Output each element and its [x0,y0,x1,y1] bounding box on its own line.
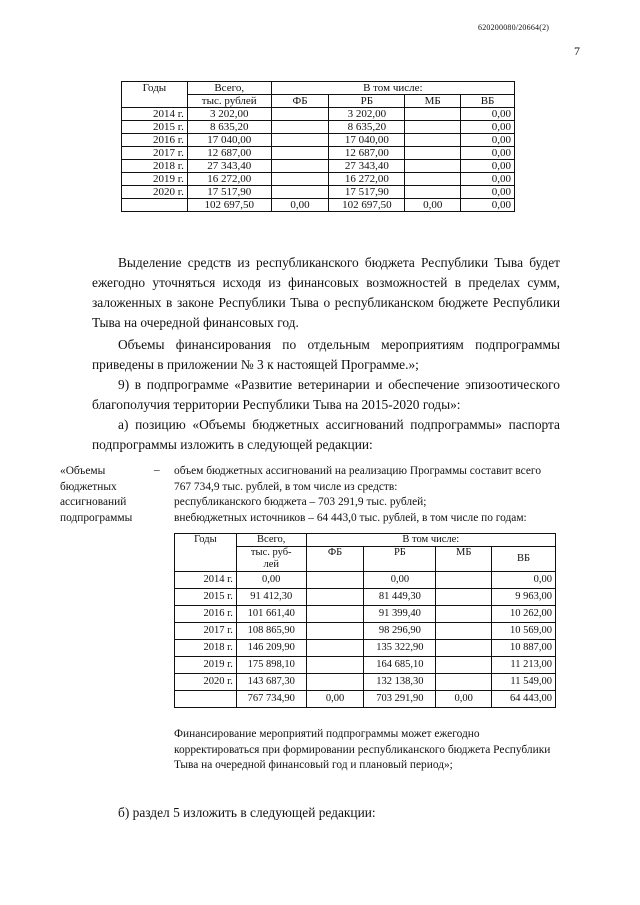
financing-note: Финансирование мероприятий подпрограммы может ежегодно корректироваться при формировании республиканского бюджета Республики Тыва на очередной финансовый год и плановый период»; [174,728,551,771]
cell-fb [271,134,329,147]
cell-year: 2017 г. [122,147,188,160]
cell-total: 3 202,00 [187,108,271,121]
header-years: Годы [122,82,188,108]
cell-rb: 17 517,90 [329,186,405,199]
cell-total: 16 272,00 [187,173,271,186]
cell-total: 17 517,90 [187,186,271,199]
cell-mb [436,674,492,691]
table-row [122,199,515,212]
cell-total: 101 661,40 [236,606,306,623]
cell-vb: 64 443,00 [492,691,556,708]
cell-vb: 0,00 [461,147,515,160]
header-including: В том числе: [271,82,514,95]
cell-total: 12 687,00 [187,147,271,160]
header-rb: РБ [364,547,436,572]
cell-vb: 11 213,00 [492,657,556,674]
cell-fb [271,186,329,199]
cell-fb [271,121,329,134]
table-row [175,623,556,640]
passport-dash: – [154,464,160,476]
cell-rb: 703 291,90 [364,691,436,708]
passport-label: «Объемы бюджетных ассигнований подпрограммы [60,465,133,524]
cell-total: 91 412,30 [236,589,306,606]
cell-vb: 0,00 [461,121,515,134]
cell-rb: 17 040,00 [329,134,405,147]
cell-fb [271,108,329,121]
passport-line-4: внебюджетных источников – 64 443,0 тыс. рублей, в том числе по годам: [174,511,527,524]
cell-year: 2019 г. [175,657,237,674]
cell-vb: 9 963,00 [492,589,556,606]
cell-total: 175 898,10 [236,657,306,674]
header-fb: ФБ [271,95,329,108]
cell-year [175,691,237,708]
cell-year: 2014 г. [122,108,188,121]
cell-total: 17 040,00 [187,134,271,147]
cell-total: 0,00 [236,572,306,589]
cell-year: 2019 г. [122,173,188,186]
paragraph-budget-clarification: Выделение средств из республиканского бюджета Республики Тыва будет ежегодно уточняться исходя из финансовых возможностей в пределах сумм, заложенных в законе Республики Тыва о республиканском бюджете Республики Тыва на очередной финансовых год. [92,255,560,330]
cell-rb: 102 697,50 [329,199,405,212]
cell-year: 2020 г. [122,186,188,199]
table-row [122,160,515,173]
cell-rb: 8 635,20 [329,121,405,134]
cell-rb: 3 202,00 [329,108,405,121]
cell-mb [405,147,461,160]
document-id: 620200080/20664(2) [478,23,550,32]
cell-mb [405,160,461,173]
paragraph-subprogram-9: 9) в подпрограмме «Развитие ветеринарии и обеспечение эпизоотического благополучия территории Республики Тыва на 2015-2020 годы»: [92,377,560,412]
cell-total: 146 209,90 [236,640,306,657]
cell-vb: 0,00 [461,173,515,186]
cell-mb [436,657,492,674]
table-row [122,147,515,160]
header-total-unit-1: тыс. руб- [236,547,306,560]
cell-vb: 0,00 [461,199,515,212]
cell-rb: 91 399,40 [364,606,436,623]
cell-mb [405,108,461,121]
cell-fb [306,572,364,589]
paragraph-appendix-reference: Объемы финансирования по отдельным мероприятиям подпрограммы приведены в приложении № 3 к настоящей Программе.»; [92,337,560,372]
page-number: 7 [574,44,580,58]
funding-table-1 [121,81,515,212]
header-including: В том числе: [306,534,555,547]
cell-total: 8 635,20 [187,121,271,134]
cell-year: 2014 г. [175,572,237,589]
cell-rb: 27 343,40 [329,160,405,173]
cell-fb [306,623,364,640]
header-vb: ВБ [461,95,515,108]
cell-vb: 11 549,00 [492,674,556,691]
table-row [122,134,515,147]
cell-mb [405,121,461,134]
cell-mb [436,572,492,589]
table-row [175,657,556,674]
cell-year: 2017 г. [175,623,237,640]
cell-total: 102 697,50 [187,199,271,212]
header-years: Годы [175,534,237,572]
passport-text [174,464,582,526]
cell-fb [306,640,364,657]
cell-rb: 132 138,30 [364,674,436,691]
cell-year [122,199,188,212]
header-vb: ВБ [492,547,556,572]
passport-line-1: объем бюджетных ассигнований на реализацию Программы составит всего [174,465,542,477]
cell-year: 2016 г. [175,606,237,623]
header-total-unit: тыс. рублей [187,95,271,108]
cell-fb [306,589,364,606]
table-row [175,589,556,606]
cell-year: 2015 г. [175,589,237,606]
cell-total: 767 734,90 [236,691,306,708]
cell-mb [436,589,492,606]
table-row [122,121,515,134]
cell-mb [405,173,461,186]
cell-vb: 10 887,00 [492,640,556,657]
cell-total: 143 687,30 [236,674,306,691]
header-total: Всего, [236,534,306,547]
header-total-unit-2: лей [236,559,306,572]
cell-fb [271,173,329,186]
cell-mb: 0,00 [405,199,461,212]
cell-mb: 0,00 [436,691,492,708]
cell-year: 2018 г. [122,160,188,173]
cell-fb [306,606,364,623]
passport-line-3: республиканского бюджета – 703 291,9 тыс. рублей; [174,496,427,508]
paragraph-item-a: а) позицию «Объемы бюджетных ассигнований подпрограммы» паспорта подпрограммы изложить в следующей редакции: [92,417,560,452]
cell-rb: 12 687,00 [329,147,405,160]
cell-year: 2020 г. [175,674,237,691]
cell-vb: 0,00 [461,108,515,121]
cell-vb: 10 262,00 [492,606,556,623]
cell-rb: 81 449,30 [364,589,436,606]
header-mb: МБ [405,95,461,108]
cell-vb: 0,00 [461,186,515,199]
table-header-row [175,534,556,547]
cell-fb [271,147,329,160]
cell-mb [405,186,461,199]
cell-mb [436,606,492,623]
cell-fb [306,657,364,674]
header-rb: РБ [329,95,405,108]
cell-vb: 0,00 [461,160,515,173]
table-row [175,606,556,623]
cell-mb [405,134,461,147]
cell-rb: 135 322,90 [364,640,436,657]
paragraph-item-b: б) раздел 5 изложить в следующей редакции: [118,805,376,820]
cell-fb: 0,00 [306,691,364,708]
cell-mb [436,640,492,657]
table-row [122,173,515,186]
funding-table-2 [174,533,556,708]
cell-total: 27 343,40 [187,160,271,173]
cell-fb: 0,00 [271,199,329,212]
table-header-row [122,82,515,95]
cell-fb [271,160,329,173]
table-row [175,572,556,589]
header-fb: ФБ [306,547,364,572]
cell-vb: 0,00 [461,134,515,147]
cell-mb [436,623,492,640]
header-mb: МБ [436,547,492,572]
cell-rb: 164 685,10 [364,657,436,674]
cell-year: 2015 г. [122,121,188,134]
cell-year: 2018 г. [175,640,237,657]
cell-vb: 10 569,00 [492,623,556,640]
table-row [175,640,556,657]
table-row [175,691,556,708]
cell-rb: 0,00 [364,572,436,589]
cell-rb: 16 272,00 [329,173,405,186]
cell-rb: 98 296,90 [364,623,436,640]
table-row [175,674,556,691]
cell-year: 2016 г. [122,134,188,147]
header-total: Всего, [187,82,271,95]
table-row [122,108,515,121]
table-row [122,186,515,199]
cell-vb: 0,00 [492,572,556,589]
cell-fb [306,674,364,691]
cell-total: 108 865,90 [236,623,306,640]
passport-line-2: 767 734,9 тыс. рублей, в том числе из средств: [174,480,398,493]
